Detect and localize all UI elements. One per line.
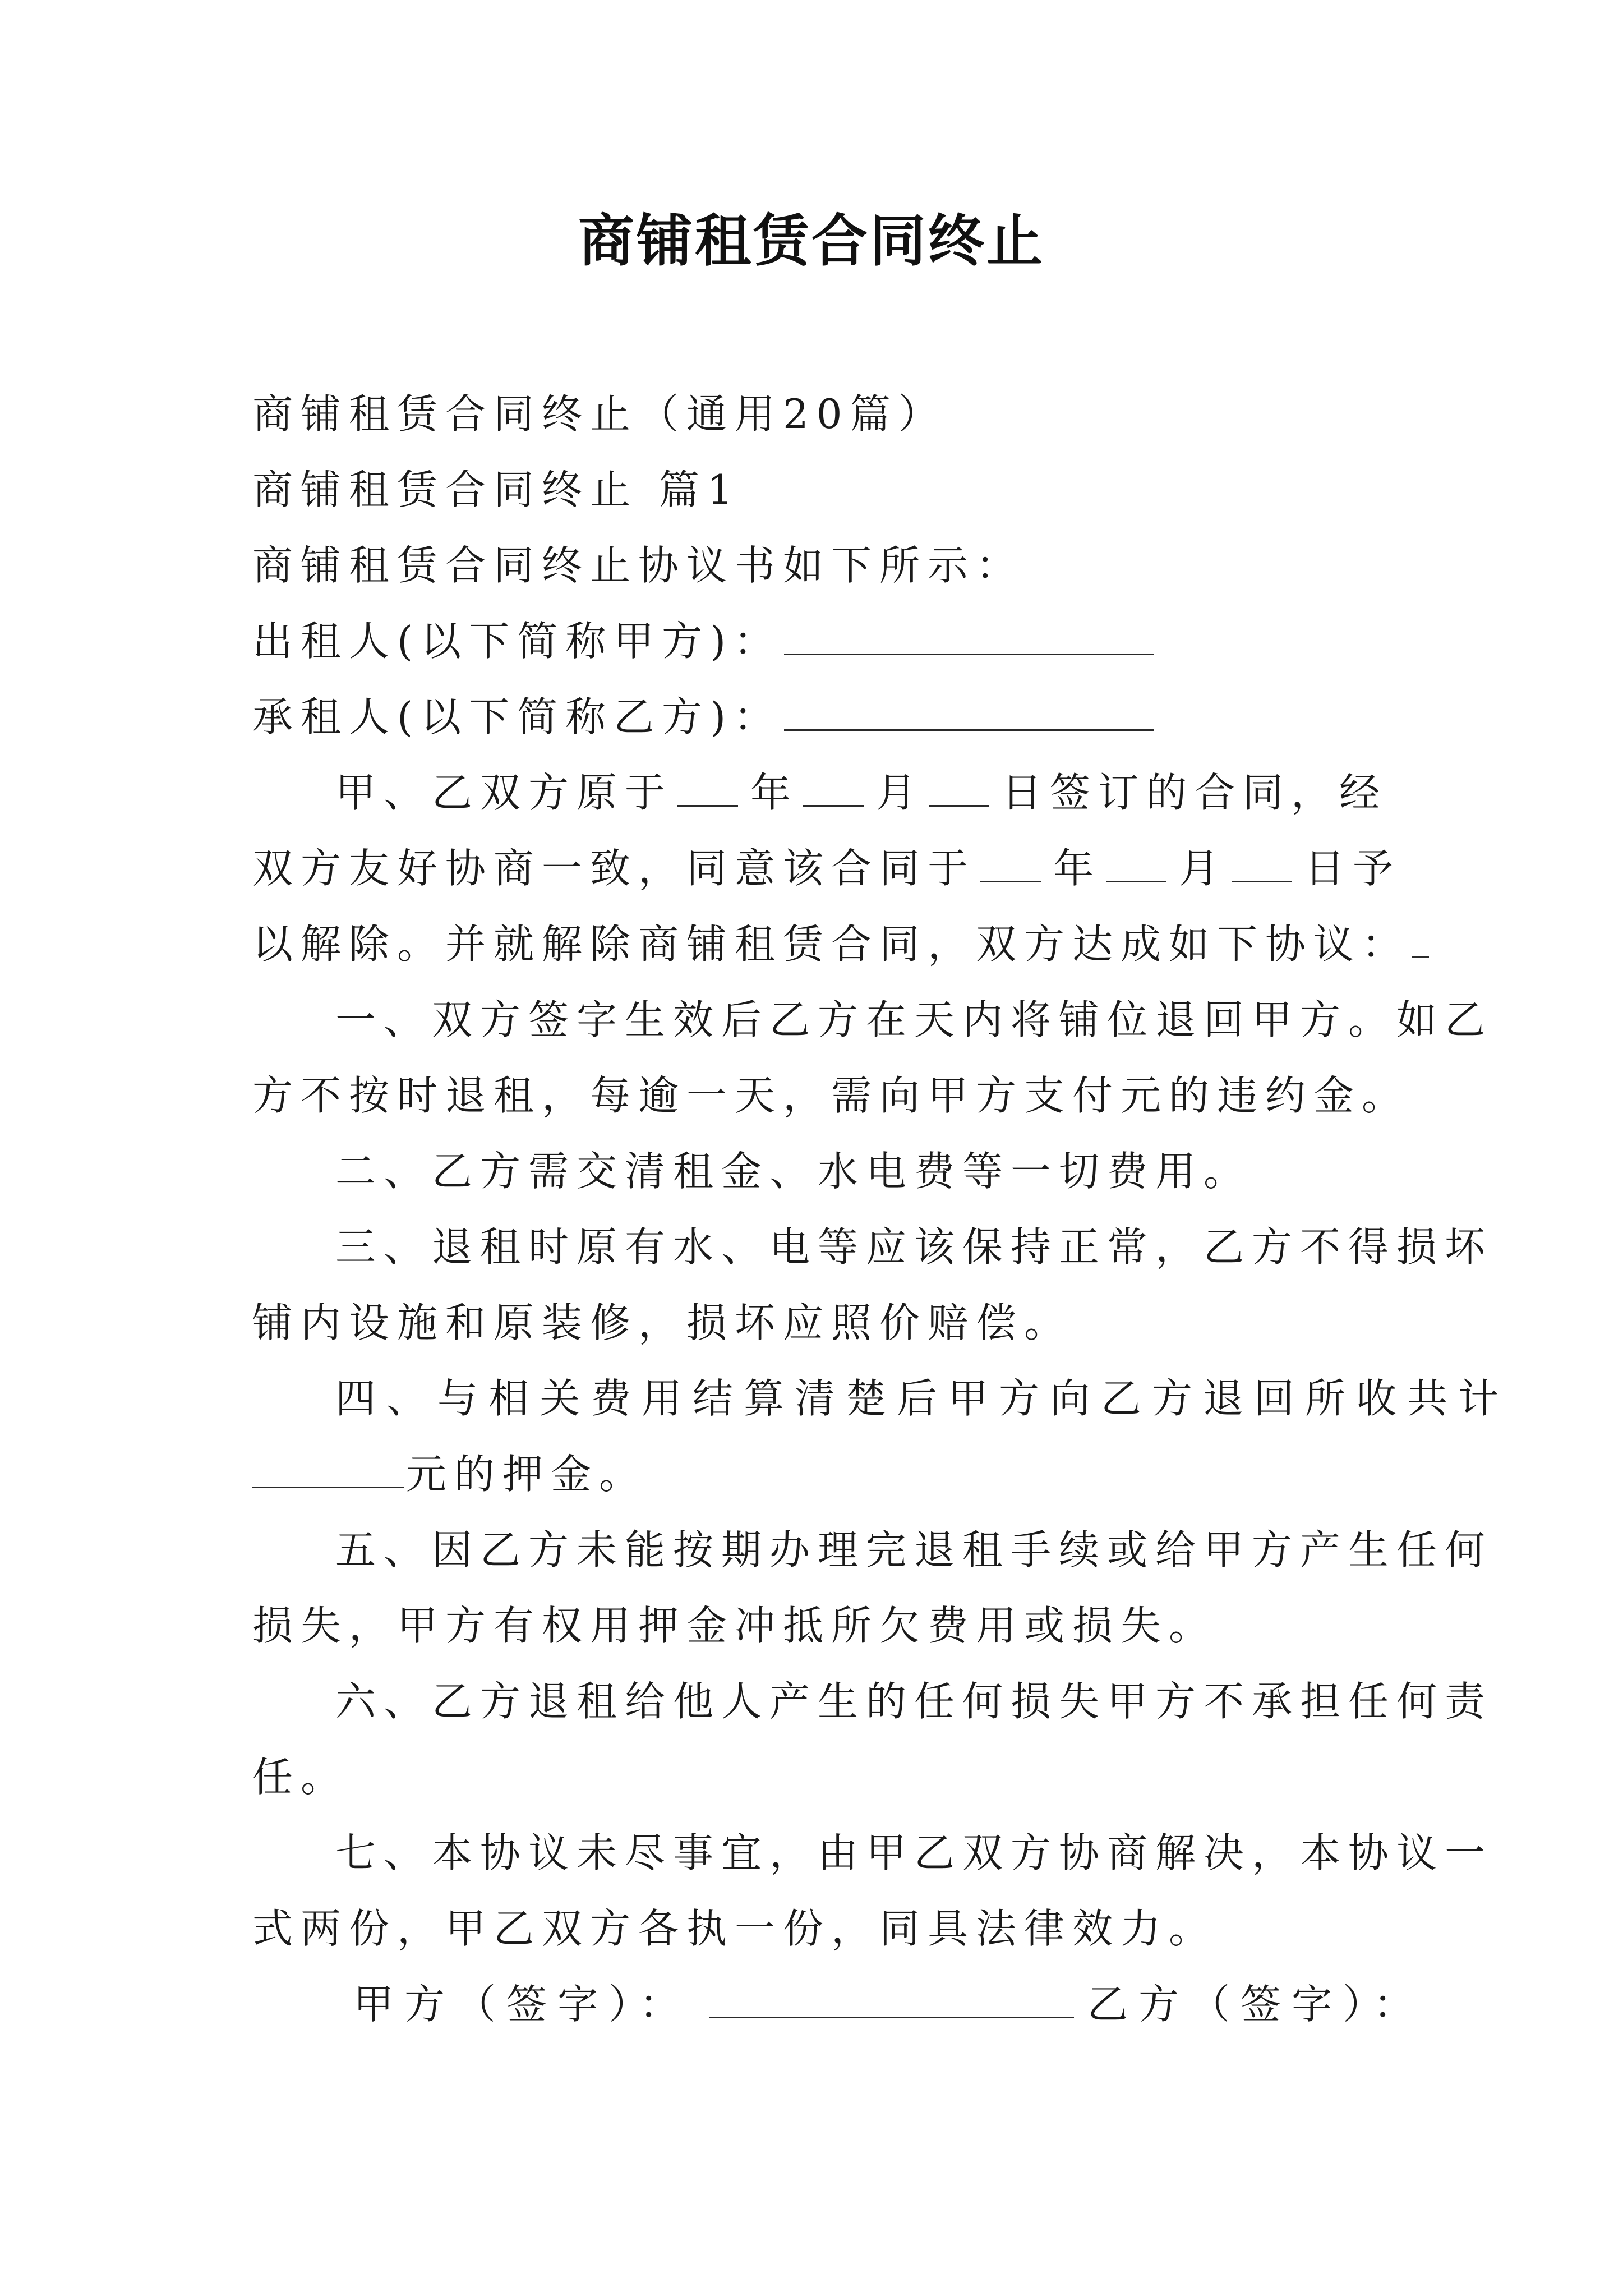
lessee-line (252, 689, 1156, 745)
clause-7-line-1: 七、本协议未尽事宜，由甲乙双方协商解决，本协议一 (335, 1829, 1493, 1876)
deposit-amount-blank (252, 1451, 404, 1488)
termination-year-blank (980, 845, 1041, 882)
document-title: 商铺租赁合同终止 (578, 208, 1045, 274)
termination-date-line (252, 840, 1401, 896)
clause-5-line-2: 损失，甲方有权用押金冲抵所欠费用或损失。 (252, 1602, 1218, 1649)
clause-5-line-1: 五、因乙方未能按期办理完退租手续或给甲方产生任何 (335, 1526, 1493, 1573)
termination-month-label: 月 (1179, 845, 1228, 892)
subtitle-line: 商铺租赁合同终止（通用20篇） (252, 390, 947, 438)
clause-7-line-2: 式两份，甲乙双方各执一份，同具法律效力。 (252, 1905, 1218, 1952)
agreement-blank (1412, 921, 1429, 958)
signing-year-blank (677, 769, 738, 807)
lessor-label: 出租人(以下简称甲方)： (252, 618, 782, 665)
clause-1-line-2: 方不按时退租，每逾一天，需向甲方支付元的违约金。 (252, 1072, 1410, 1119)
intro-line: 商铺租赁合同终止协议书如下所示： (252, 542, 1025, 589)
lessee-label: 承租人(以下简称乙方)： (252, 693, 782, 740)
deposit-text: 元的押金。 (406, 1451, 648, 1498)
clause-1-line-1: 一、双方签字生效后乙方在天内将铺位退回甲方。如乙 (335, 996, 1493, 1043)
signing-year-label: 年 (750, 769, 799, 816)
clause-3-line-2: 铺内设施和原装修，损坏应照价赔偿。 (252, 1299, 1073, 1346)
termination-year-label: 年 (1053, 845, 1102, 892)
signing-month-label: 月 (876, 769, 925, 816)
party-a-signature-label: 甲方（签字）： (353, 1981, 691, 2028)
termination-month-blank (1106, 845, 1166, 882)
clause-4-line-2 (252, 1446, 647, 1502)
section-heading: 商铺租赁合同终止 篇1 (252, 466, 741, 513)
termination-day-text: 日予 (1304, 845, 1401, 892)
clause-6-line-1: 六、乙方退租给他人产生的任何损失甲方不承担任何责 (335, 1678, 1493, 1725)
clause-2: 二、乙方需交清租金、水电费等一切费用。 (335, 1148, 1252, 1195)
signature-line (353, 1976, 1424, 2032)
signing-month-blank (803, 769, 864, 807)
party-b-signature-label: 乙方（签字）： (1087, 1981, 1425, 2028)
agreement-line (252, 916, 1431, 972)
termination-date-text: 双方友好协商一致，同意该合同于 (252, 845, 976, 892)
signing-day-text: 日签订的合同，经 (1002, 769, 1388, 816)
lessor-name-blank (784, 618, 1154, 655)
clause-4-line-1: 四、与相关费用结算清楚后甲方向乙方退回所收共计 (335, 1375, 1510, 1422)
signing-date-text: 甲、乙双方原于 (335, 769, 674, 816)
signing-date-line (335, 765, 1387, 821)
party-a-signature-blank (709, 1981, 1074, 2018)
signing-day-blank (929, 769, 989, 807)
clause-3-line-1: 三、退租时原有水、电等应该保持正常，乙方不得损坏 (335, 1223, 1493, 1271)
lessor-line (252, 613, 1156, 669)
lessee-name-blank (784, 693, 1154, 731)
termination-day-blank (1232, 845, 1292, 882)
clause-6-line-2: 任。 (252, 1754, 349, 1801)
agreement-text: 以解除。并就解除商铺租赁合同，双方达成如下协议： (252, 921, 1410, 968)
